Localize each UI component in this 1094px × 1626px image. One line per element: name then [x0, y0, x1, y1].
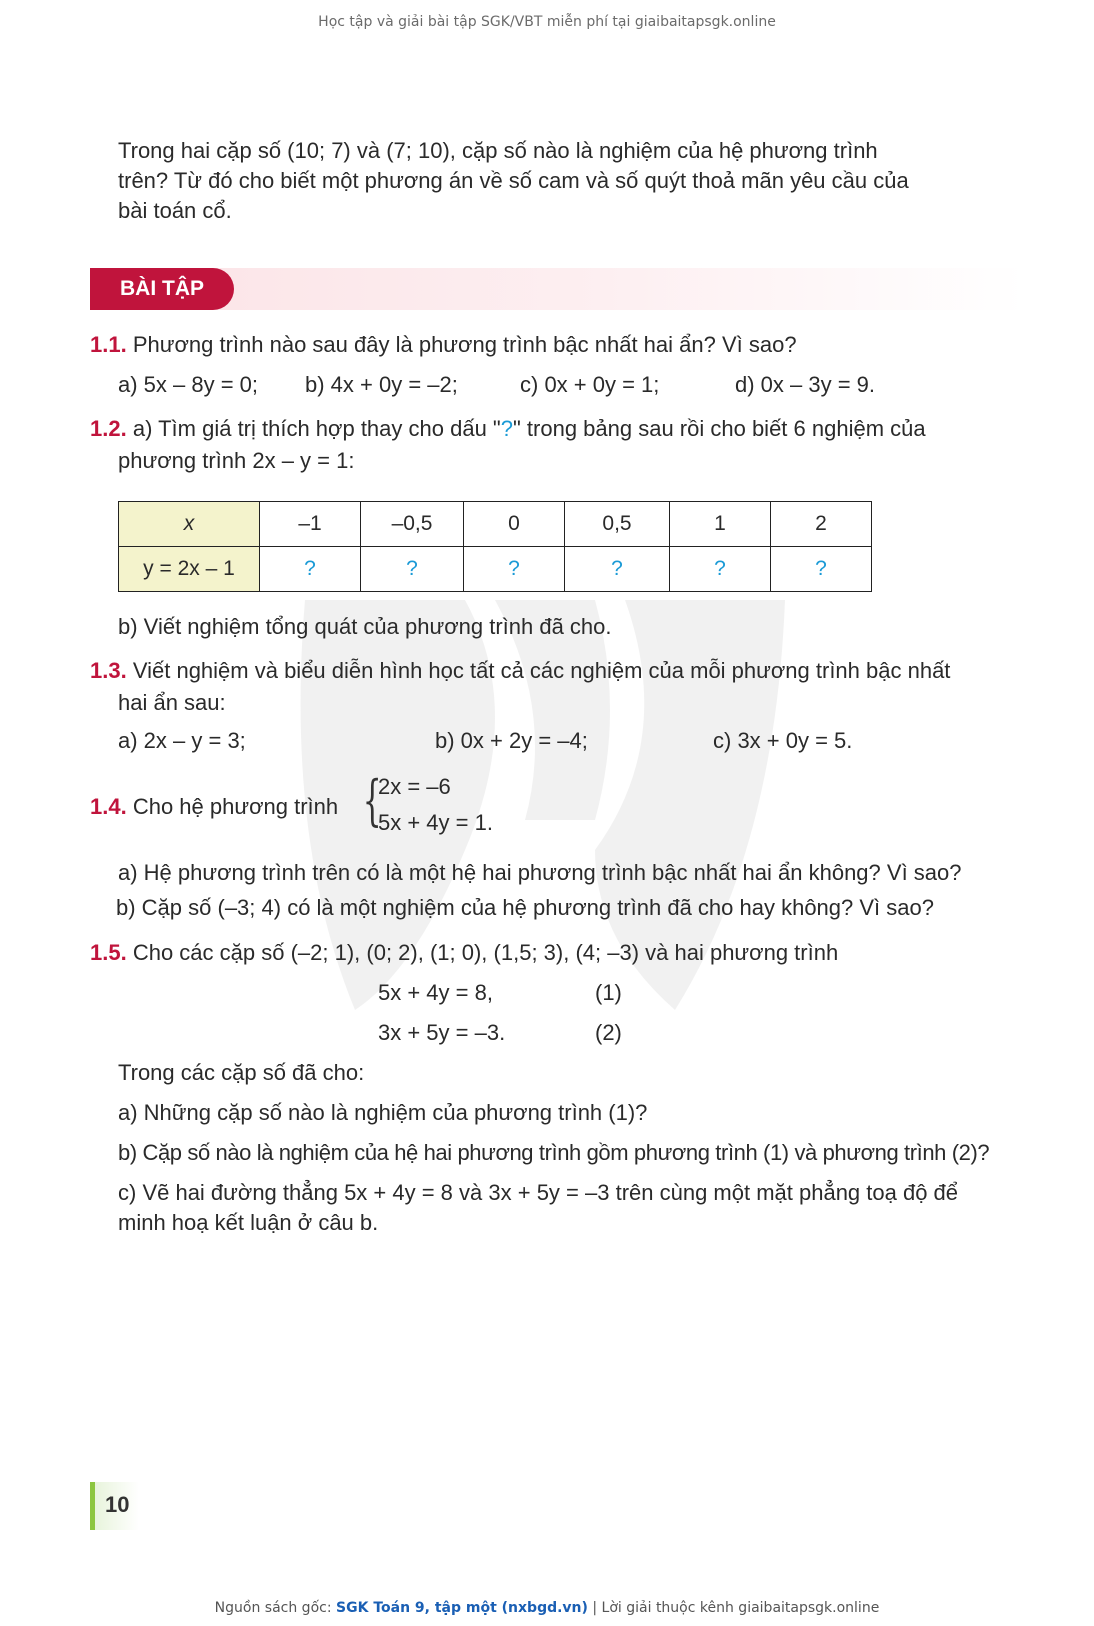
equation-1: 5x + 4y = 8, [378, 980, 493, 1005]
exercise-text: Phương trình nào sau đây là phương trình bậc nhất hai ẩn? Vì sao? [132, 332, 797, 357]
footer-prefix: Nguồn sách gốc: [214, 1600, 337, 1616]
exercise-text: Cho các cặp số (–2; 1), (0; 2), (1; 0), (1,5; 3), (4; –3) và hai phương trình [132, 940, 839, 965]
exercise-1-1-option-d: d) 0x – 3y = 9. [735, 372, 876, 397]
site-header-text: Học tập và giải bài tập SGK/VBT miễn phí tại giaibaitapsgk.online [318, 14, 776, 30]
equation-1-label: (1) [595, 980, 622, 1005]
exercise-number: 1.4. [90, 794, 127, 819]
table-cell: –0,5 [361, 502, 464, 547]
exercise-1-3-option-b: b) 0x + 2y = –4; [435, 728, 588, 753]
table-cell: 0,5 [565, 502, 670, 547]
exercise-1-5-part-b: b) Cặp số nào là nghiệm của hệ hai phương trình gồm phương trình (1) và phương trình (2)? [118, 1140, 990, 1165]
intro-line-2: trên? Từ đó cho biết một phương án về số cam và số quýt thoả mãn yêu cầu của [118, 168, 909, 193]
table-cell: ? [771, 547, 872, 592]
system-equation-1: 2x = –6 [378, 774, 451, 799]
intro-line-1: Trong hai cặp số (10; 7) và (7; 10), cặp số nào là nghiệm của hệ phương trình [118, 138, 878, 163]
exercise-number: 1.2. [90, 416, 127, 441]
exercise-number: 1.1. [90, 332, 127, 357]
table-row-x [119, 502, 872, 547]
page-number: 10 [105, 1492, 130, 1517]
intro-paragraph [118, 136, 1024, 226]
exercise-text-post: " trong bảng sau rồi cho biết 6 nghiệm của [512, 416, 926, 441]
equation-2: 3x + 5y = –3. [378, 1020, 506, 1045]
exercise-text-pre: a) Tìm giá trị thích hợp thay cho dấu " [132, 416, 501, 441]
exercise-1-4-part-a: a) Hệ phương trình trên có là một hệ hai phương trình bậc nhất hai ẩn không? Vì sao? [118, 860, 962, 885]
exercise-1-2-part-b: b) Viết nghiệm tổng quát của phương trình đã cho. [118, 614, 612, 639]
exercise-1-2-line-2: phương trình 2x – y = 1: [118, 448, 355, 473]
exercise-1-4-part-b: b) Cặp số (–3; 4) có là một nghiệm của hệ phương trình đã cho hay không? Vì sao? [116, 895, 934, 920]
footer-source-link[interactable]: SGK Toán 9, tập một (nxbgd.vn) [336, 1600, 588, 1616]
table-cell: ? [361, 547, 464, 592]
question-mark: ? [500, 416, 513, 441]
equation-2-label: (2) [595, 1020, 622, 1045]
exercise-1-5-question [90, 938, 838, 968]
exercise-1-5-part-a: a) Những cặp số nào là nghiệm của phương trình (1)? [118, 1100, 648, 1125]
system-brace: { [362, 769, 382, 832]
exercise-1-2-question [90, 414, 926, 444]
exercise-1-5-part-c-line-1: c) Vẽ hai đường thẳng 5x + 4y = 8 và 3x + 5y = –3 trên cùng một mặt phẳng toạ độ để [118, 1180, 959, 1205]
system-equation-2: 5x + 4y = 1. [378, 810, 493, 835]
exercise-1-3-line-2: hai ẩn sau: [118, 690, 226, 715]
table-header-y: y = 2x – 1 [119, 547, 260, 592]
exercise-1-3-option-c: c) 3x + 0y = 5. [713, 728, 853, 753]
exercise-1-3-question [90, 656, 950, 686]
intro-line-3: bài toán cổ. [118, 198, 232, 223]
table-cell: –1 [260, 502, 361, 547]
exercise-1-5-intro: Trong các cặp số đã cho: [118, 1060, 365, 1085]
exercise-number: 1.5. [90, 940, 127, 965]
table-cell: 2 [771, 502, 872, 547]
table-cell: ? [464, 547, 565, 592]
exercise-text: Viết nghiệm và biểu diễn hình học tất cả các nghiệm của mỗi phương trình bậc nhất [132, 658, 951, 683]
section-title: BÀI TẬP [90, 268, 234, 310]
exercise-text: Cho hệ phương trình [132, 794, 339, 819]
exercise-number: 1.3. [90, 658, 127, 683]
site-footer [0, 1600, 1094, 1616]
footer-suffix: | Lời giải thuộc kênh giaibaitapsgk.online [587, 1600, 880, 1616]
table-cell: 1 [670, 502, 771, 547]
table-cell: 0 [464, 502, 565, 547]
exercise-1-4-question [90, 792, 338, 822]
page-number-box [90, 1482, 139, 1530]
value-table [118, 501, 872, 592]
table-header-x: x [119, 502, 260, 547]
exercise-1-1-option-b: b) 4x + 0y = –2; [305, 372, 458, 397]
table-cell: ? [260, 547, 361, 592]
exercise-1-5-part-c-line-2: minh hoạ kết luận ở câu b. [118, 1210, 379, 1235]
table-cell: ? [565, 547, 670, 592]
table-cell: ? [670, 547, 771, 592]
exercise-1-1-option-c: c) 0x + 0y = 1; [520, 372, 660, 397]
exercise-1-1-question [90, 330, 797, 360]
exercise-1-3-option-a: a) 2x – y = 3; [118, 728, 246, 753]
exercise-1-1-option-a: a) 5x – 8y = 0; [118, 372, 259, 397]
table-row-y [119, 547, 872, 592]
